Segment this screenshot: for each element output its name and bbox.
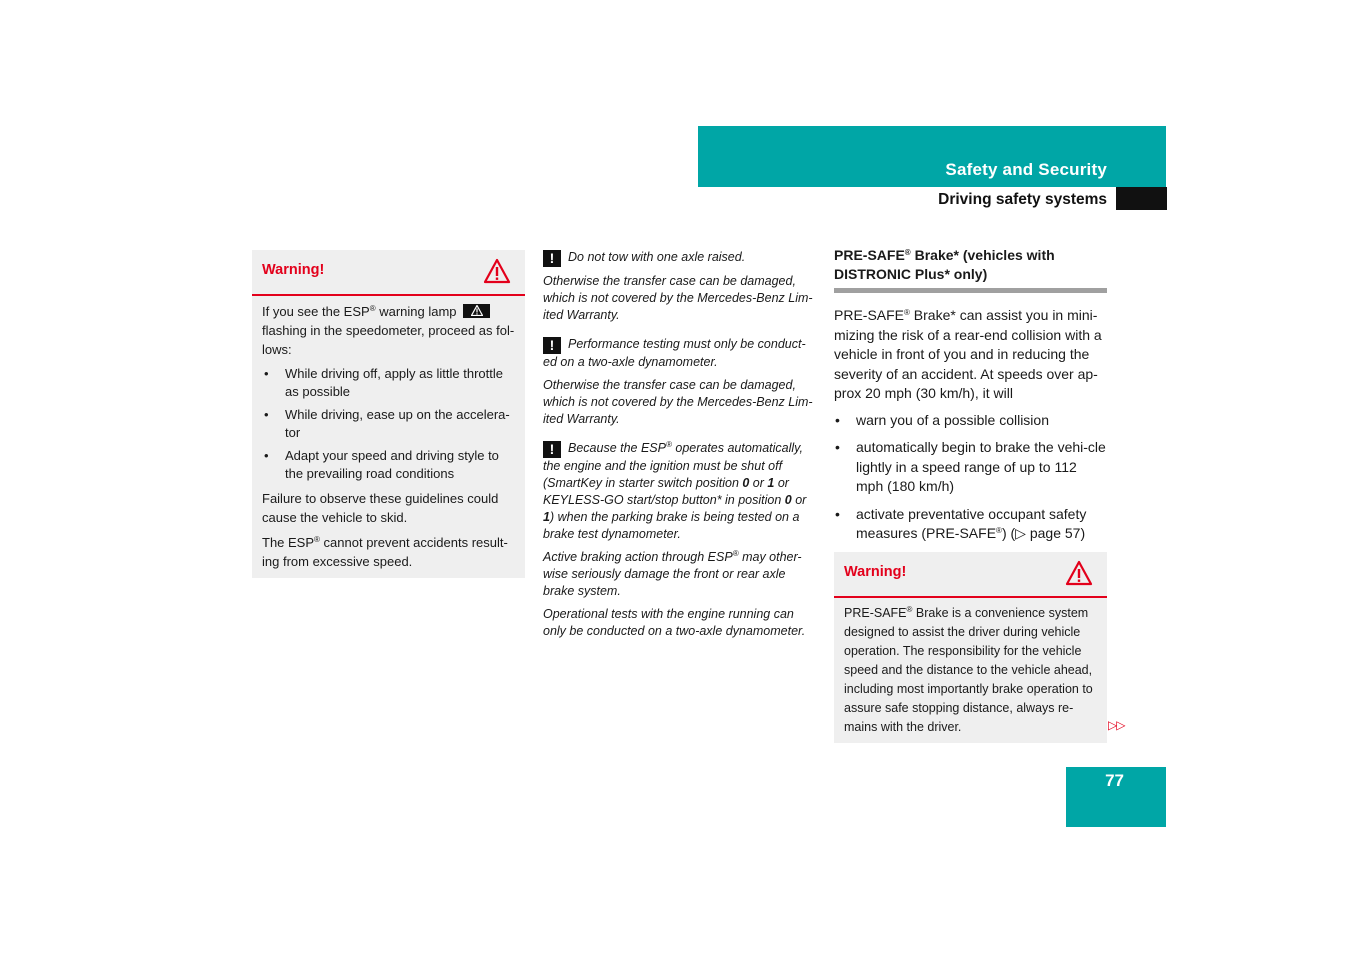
- note-performance-detail: Otherwise the transfer case can be damaged, which is not covered by the Mercedes-Benz Lim-ited Warranty.: [543, 378, 813, 426]
- warning-title: Warning!: [262, 262, 325, 278]
- pre-safe-warning-box: [834, 552, 1107, 743]
- list-item: • activate preventative occupant safety measures (PRE-SAFE®) (▷ page 57): [834, 505, 1107, 544]
- warning-body: [252, 296, 525, 583]
- failure-text: Failure to observe these guidelines could cause the vehicle to skid.: [262, 491, 499, 525]
- page-reference-arrow-icon: ▷: [1015, 525, 1026, 541]
- exclamation-icon: !: [543, 250, 561, 267]
- notes-column: [543, 249, 819, 646]
- list-item: • Adapt your speed and driving style to the prevailing road conditions: [262, 447, 515, 483]
- list-item: • warn you of a possible collision: [834, 411, 1107, 431]
- warning-header: [252, 250, 525, 296]
- page-reference-link[interactable]: page 57): [1025, 525, 1086, 541]
- note-tow-detail: Otherwise the transfer case can be damaged, which is not covered by the Mercedes-Benz Lim-ited Warranty.: [543, 274, 813, 322]
- esp-warning-box: [252, 250, 525, 578]
- subsection-title: Driving safety systems: [938, 191, 1107, 208]
- exclamation-icon: !: [543, 441, 561, 458]
- pre-safe-section: [834, 246, 1107, 552]
- esp-warning-lamp-icon: [463, 304, 490, 318]
- warning-triangle-icon: [483, 258, 511, 284]
- warning-header: [834, 552, 1107, 598]
- pre-safe-body: [834, 306, 1107, 544]
- exclamation-icon: !: [543, 337, 561, 354]
- note-operational-tests: Operational tests with the engine running can only be conducted on a two-axle dynamometer.: [543, 607, 806, 638]
- pre-safe-heading: PRE-SAFE® Brake* (vehicles with DISTRONIC Plus* only): [834, 246, 1107, 293]
- esp-instructions-list: [262, 365, 515, 483]
- note-performance: ! Performance testing must only be conduct-ed on a two-axle dynamometer.: [543, 337, 806, 369]
- list-item: • automatically begin to brake the vehi-cle lightly in a speed range of up to 112 mph (180 km/h): [834, 438, 1107, 497]
- continued-arrow-icon: ▷▷: [1108, 718, 1125, 732]
- note-esp-automatic: ! Because the ESP® operates automatically, the engine and the ignition must be shut off (SmartKey in starter switch position 0 or 1 or KEYLESS-GO start/stop button* in position 0 or 1) when the parking brake is being tested on a brake test dynamometer.: [543, 440, 807, 541]
- list-item: • While driving off, apply as little throttle as possible: [262, 365, 515, 401]
- pre-safe-warning-text: PRE-SAFE® Brake is a convenience system designed to assist the driver during vehicle operation. The responsibility for the vehicle speed and the distance to the vehicle ahead, including most importantly brake operation to assure safe stopping distance, always re-mains with the driver.: [844, 605, 1093, 734]
- page-number: 77: [1105, 771, 1124, 790]
- note-tow: ! Do not tow with one axle raised.: [543, 249, 819, 267]
- warning-triangle-icon: [1065, 560, 1093, 586]
- note-active-braking: Active braking action through ESP® may other-wise seriously damage the front or rear axle brake system.: [543, 549, 802, 598]
- esp-intro: If you see the ESP® warning lamp flashing in the speedometer, proceed as fol-lows:: [262, 304, 515, 357]
- pre-safe-features-list: [834, 411, 1107, 544]
- warning-title: Warning!: [844, 564, 907, 580]
- list-item: • While driving, ease up on the accelera-tor: [262, 406, 515, 442]
- esp-limit-text: The ESP® cannot prevent accidents result-ing from excessive speed.: [262, 535, 508, 569]
- pre-safe-intro: PRE-SAFE® Brake* can assist you in mini-mizing the risk of a rear-end collision with a vehicle in front of you and in reducing the severity of an accident. At speeds over ap-prox 20 mph (30 km/h), it will: [834, 307, 1102, 401]
- chapter-tab: [1116, 187, 1167, 210]
- section-title: Safety and Security: [945, 160, 1107, 179]
- warning-body: [834, 598, 1107, 749]
